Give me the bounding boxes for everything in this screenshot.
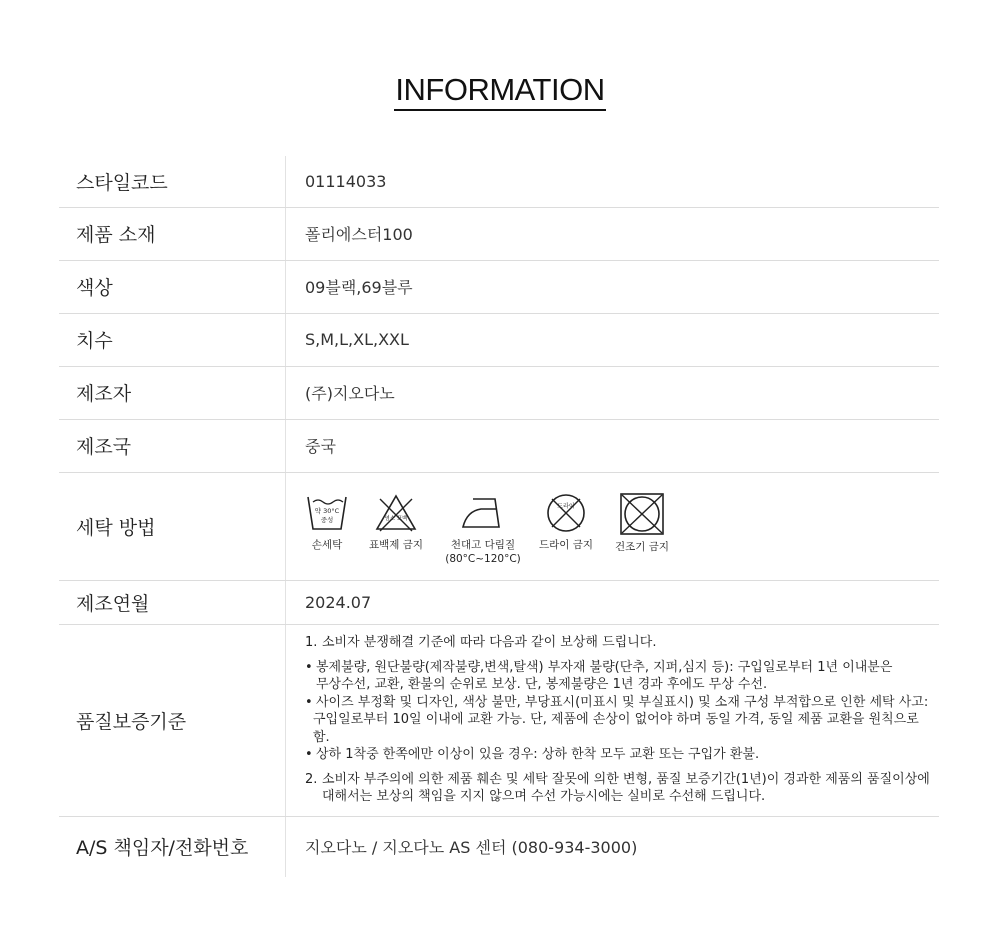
table-row	[59, 313, 939, 366]
warranty-item	[305, 771, 939, 806]
care-item	[305, 493, 349, 552]
warranty-bullet-line: 상하 1착중 한쪽에만 이상이 있을 경우: 상하 한착 모두 교환 또는 구입가 환불.	[316, 747, 760, 763]
page-title-wrap	[0, 72, 1000, 111]
row-label: 제조국	[59, 419, 286, 472]
no-bleach-icon	[374, 493, 418, 533]
row-label: 품질보증기준	[59, 624, 286, 816]
iron-caption-line1: 천대고 다림질	[450, 538, 516, 551]
row-label: 치수	[59, 313, 286, 366]
row-value: 폴리에스터100	[286, 207, 940, 260]
row-label: A/S 책임자/전화번호	[59, 816, 286, 877]
warranty-bullet-line: 봉제불량, 원단불량(제작불량,변색,탈색) 부자재 불량(단추, 지퍼,심지 등): 구입일로부터 1년 이내분은	[316, 659, 893, 675]
row-label: 스타일코드	[59, 156, 286, 207]
warranty-text	[305, 634, 939, 806]
table-row	[59, 472, 939, 580]
page-title: INFORMATION	[394, 72, 605, 111]
warranty-item-text: 소비자 부주의에 의한 제품 훼손 및 세탁 잘못에 의한 변형, 품질 보증기간(1년)이 경과한 제품의 품질이상에	[322, 771, 930, 787]
row-value: (주)지오다노	[286, 366, 940, 419]
hand-wash-detergent: 중성	[320, 515, 334, 524]
bullet-dot: •	[305, 694, 313, 710]
warranty-bullet	[305, 659, 939, 694]
row-label: 제품 소재	[59, 207, 286, 260]
warranty-cell	[286, 624, 940, 816]
table-row	[59, 366, 939, 419]
table-row	[59, 816, 939, 877]
table-row	[59, 207, 939, 260]
care-caption	[445, 538, 521, 566]
warranty-item-text: 대해서는 보상의 책임을 지지 않으며 수선 가능시에는 실비로 수선해 드립니다.	[322, 789, 766, 805]
row-value: 2024.07	[286, 580, 940, 624]
row-value: 01114033	[286, 156, 940, 207]
bullet-dot: •	[305, 747, 313, 763]
care-caption: 드라이 금지	[538, 538, 594, 551]
no-dry-clean-text: 드라이	[557, 502, 575, 510]
care-item	[359, 493, 433, 552]
warranty-bullet	[305, 746, 939, 764]
warranty-bullet-line: 무상수선, 교환, 환불의 순위로 보상. 단, 봉제불량은 1년 경과 후에도 무상 수선.	[316, 677, 768, 693]
row-label: 세탁 방법	[59, 472, 286, 580]
warranty-item-number: 1.	[305, 635, 318, 651]
row-value: 지오다노 / 지오다노 AS 센터 (080-934-3000)	[305, 838, 638, 858]
care-icons-cell	[286, 472, 940, 580]
row-value: 중국	[286, 419, 940, 472]
care-icons	[305, 487, 939, 566]
product-info-table	[59, 156, 939, 877]
hand-wash-icon	[305, 493, 349, 533]
no-tumble-dry-icon	[619, 493, 665, 535]
row-value: 09블랙,69블루	[286, 260, 940, 313]
table-row	[59, 156, 939, 207]
row-value: S,M,L,XL,XXL	[286, 313, 940, 366]
row-label: 제조연월	[59, 580, 286, 624]
care-caption: 건조기 금지	[614, 540, 670, 553]
bullet-dot: •	[305, 659, 313, 675]
table-row	[59, 419, 939, 472]
table-row	[59, 580, 939, 624]
warranty-bullet-line: 사이즈 부정확 및 디자인, 색상 불만, 부당표시(미표시 및 부실표시) 및 소재 구성 부적합으로 인한 세탁 사고:	[316, 694, 929, 710]
warranty-item	[305, 634, 939, 652]
row-label: 제조자	[59, 366, 286, 419]
hand-wash-temp: 약 30°C	[314, 506, 340, 515]
care-item	[609, 493, 675, 554]
table-row	[59, 624, 939, 816]
care-caption: 표백제 금지	[368, 538, 424, 551]
iron-icon	[459, 493, 507, 533]
warranty-bullet-line: 구입일로부터 10일 이내에 교환 가능. 단, 제품에 손상이 없어야 하며 동일 가격, 동일 제품 교환을 원칙으로 함.	[313, 712, 919, 745]
warranty-item-number: 2.	[305, 771, 318, 787]
care-item	[443, 493, 523, 566]
no-bleach-text: 염소 표백	[384, 515, 408, 522]
warranty-bullet	[305, 694, 939, 747]
care-caption: 손세탁	[311, 538, 343, 551]
warranty-item-text: 소비자 분쟁해결 기준에 따라 다음과 같이 보상해 드립니다.	[322, 635, 657, 651]
row-label: 색상	[59, 260, 286, 313]
care-item	[533, 493, 599, 552]
table-row	[59, 260, 939, 313]
no-dry-clean-icon	[544, 493, 588, 533]
iron-caption-line2: (80°C~120°C)	[445, 552, 521, 565]
